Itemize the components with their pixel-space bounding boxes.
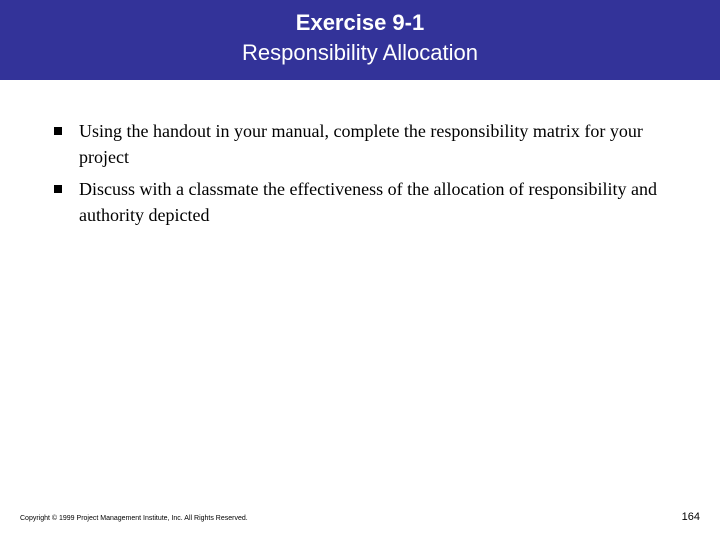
bullet-item: [50, 176, 690, 228]
square-bullet-icon: [54, 127, 62, 135]
slide-title: Exercise 9-1: [295, 10, 425, 35]
page-number: 164: [681, 511, 700, 523]
slide-header: [0, 0, 720, 80]
bullet-list: [50, 118, 690, 234]
square-bullet-icon: [54, 185, 62, 193]
bullet-text: Discuss with a classmate the effectiveness of the allocation of responsibility and authority depicted: [79, 179, 658, 225]
copyright-notice: Copyright © 1999 Project Management Institute, Inc. All Rights Reserved.: [20, 515, 248, 522]
bullet-text: Using the handout in your manual, complete the responsibility matrix for your project: [79, 121, 643, 167]
bullet-item: [50, 118, 690, 170]
slide-subtitle: Responsibility Allocation: [241, 40, 479, 65]
